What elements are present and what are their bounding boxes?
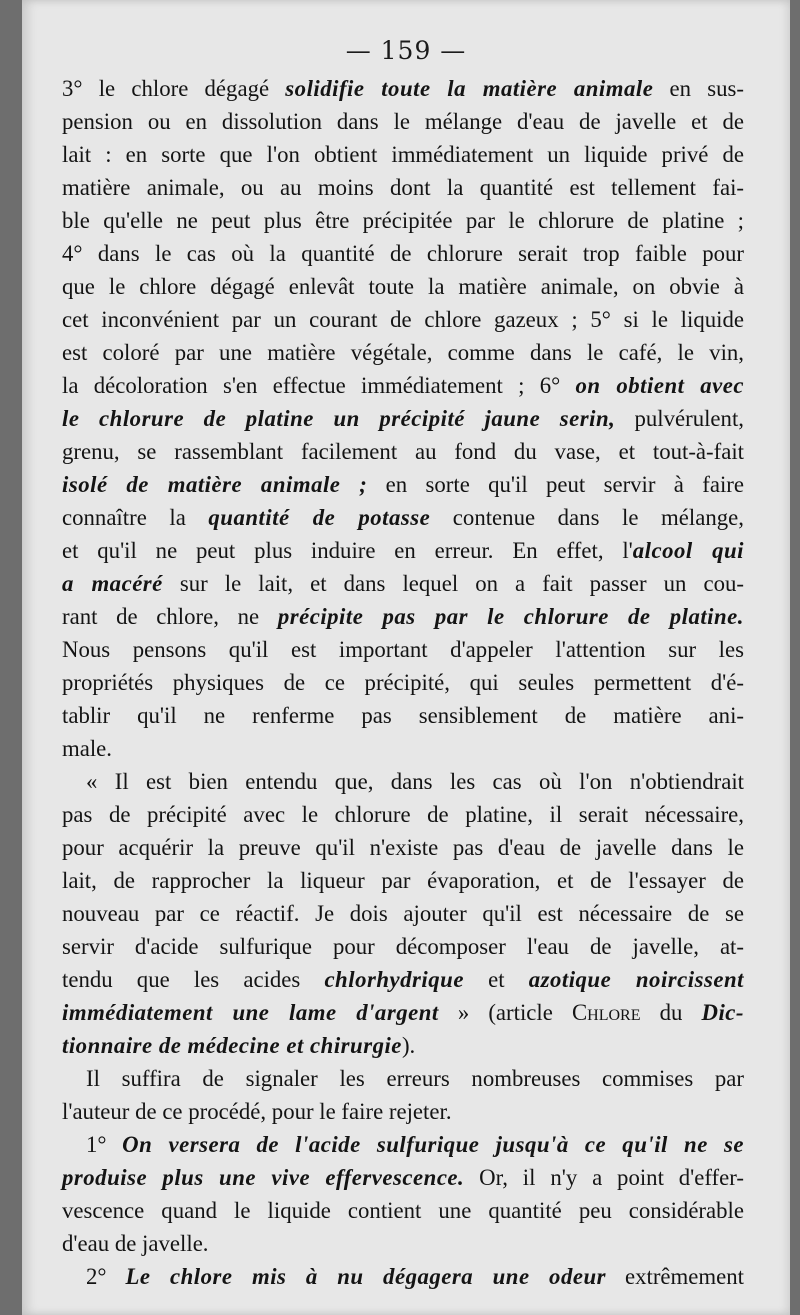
text-line xyxy=(62,864,744,897)
text-segment: pas de précipité avec le chlorure de platine, il serait nécessaire, xyxy=(62,802,744,827)
text-segment: contenue dans le mélange, xyxy=(430,505,744,530)
text-segment: connaître la xyxy=(62,505,209,530)
text-segment: en sorte qu'il peut servir à faire xyxy=(367,472,744,497)
italic-text: immédiatement une lame d'argent xyxy=(62,1000,439,1025)
italic-text: chlorhydrique xyxy=(324,967,464,992)
text-line xyxy=(62,1227,744,1260)
text-line xyxy=(62,171,744,204)
italic-text: azotique noircissent xyxy=(528,967,744,992)
text-line xyxy=(62,1029,744,1062)
text-segment: pour acquérir la preuve qu'il n'existe pas d'eau de javelle dans le xyxy=(62,835,744,860)
text-segment: lait, de rapprocher la liqueur par évaporation, et de l'essayer de xyxy=(62,868,744,893)
text-segment: propriétés physiques de ce précipité, qui seules permettent d'é- xyxy=(62,670,744,695)
text-segment: que le chlore dégagé enlevât toute la matière animale, on obvie à xyxy=(62,274,744,299)
smallcaps-text: Chlore xyxy=(571,1000,641,1025)
text-line xyxy=(62,369,744,402)
text-line xyxy=(62,765,744,798)
text-line xyxy=(62,468,744,501)
text-line xyxy=(62,666,744,699)
text-line xyxy=(62,996,744,1029)
text-segment: Or, il n'y a point d'effer- xyxy=(464,1165,744,1190)
italic-text: On versera de l'acide sulfurique jusqu'à ce qu'il ne se xyxy=(122,1132,744,1157)
text-segment: servir d'acide sulfurique pour décomposer l'eau de javelle, at- xyxy=(62,934,744,959)
text-line xyxy=(62,567,744,600)
italic-text: précipite pas par le chlorure de platine. xyxy=(277,604,745,629)
text-line xyxy=(62,1260,744,1293)
text-segment: Il suffira de signaler les erreurs nombreuses commises par xyxy=(86,1066,744,1091)
text-segment: cet inconvénient par un courant de chlore gazeux ; 5° si le liquide xyxy=(62,307,744,332)
italic-text: isolé de matière animale ; xyxy=(62,472,368,497)
text-line xyxy=(62,831,744,864)
text-line xyxy=(62,1095,744,1128)
italic-text: on obtient avec xyxy=(575,373,744,398)
text-line xyxy=(62,336,744,369)
text-segment: Nous pensons qu'il est important d'appeler l'attention sur les xyxy=(62,637,744,662)
italic-text: Dic- xyxy=(701,1000,744,1025)
text-line xyxy=(62,237,744,270)
text-segment: lait : en sorte que l'on obtient immédiatement un liquide privé de xyxy=(62,142,744,167)
text-line xyxy=(62,1194,744,1227)
text-segment: grenu, se rassemblant facilement au fond du vase, et tout-à-fait xyxy=(62,439,744,464)
body-text xyxy=(62,72,744,1293)
text-line xyxy=(62,435,744,468)
text-line xyxy=(62,1161,744,1194)
text-line xyxy=(62,963,744,996)
text-line xyxy=(62,1062,744,1095)
text-segment: la décoloration s'en effectue immédiatement ; 6° xyxy=(62,373,576,398)
italic-text: tionnaire de médecine et chirurgie xyxy=(62,1033,402,1058)
text-segment: 1° xyxy=(86,1132,123,1157)
text-segment: tablir qu'il ne renferme pas sensiblement de matière ani- xyxy=(62,703,744,728)
text-segment: et qu'il ne peut plus induire en erreur. En effet, l' xyxy=(62,538,633,563)
text-line xyxy=(62,633,744,666)
text-line xyxy=(62,72,744,105)
text-line xyxy=(62,732,744,765)
text-line xyxy=(62,501,744,534)
text-line xyxy=(62,930,744,963)
text-segment: nouveau par ce réactif. Je dois ajouter qu'il est nécessaire de se xyxy=(62,901,744,926)
italic-text: le chlorure de platine un précipité jaune serin, xyxy=(62,406,616,431)
text-segment: sur le lait, et dans lequel on a fait passer un cou- xyxy=(162,571,744,596)
text-segment: 3° le chlore dégagé xyxy=(62,76,286,101)
text-segment: l'auteur de ce procédé, pour le faire rejeter. xyxy=(62,1099,452,1124)
text-line xyxy=(62,699,744,732)
text-line xyxy=(62,402,744,435)
text-line xyxy=(62,798,744,831)
text-segment: ble qu'elle ne peut plus être précipitée par le chlorure de platine ; xyxy=(62,208,744,233)
text-segment: matière animale, ou au moins dont la quantité est tellement fai- xyxy=(62,175,744,200)
italic-text: Le chlore mis à nu dégagera une odeur xyxy=(125,1264,607,1289)
text-segment: 4° dans le cas où la quantité de chlorure serait trop faible pour xyxy=(62,241,744,266)
text-line xyxy=(62,897,744,930)
text-line xyxy=(62,303,744,336)
book-page xyxy=(22,0,790,1315)
text-line xyxy=(62,204,744,237)
italic-text: quantité de potasse xyxy=(208,505,431,530)
text-segment: ). xyxy=(401,1033,416,1058)
text-segment: vescence quand le liquide contient une quantité peu considérable xyxy=(62,1198,744,1223)
text-segment: et xyxy=(463,967,529,992)
text-line xyxy=(62,105,744,138)
text-segment: pension ou en dissolution dans le mélange d'eau de javelle et de xyxy=(62,109,744,134)
text-segment: du xyxy=(640,1000,702,1025)
text-line xyxy=(62,270,744,303)
text-line xyxy=(62,534,744,567)
text-segment: 2° xyxy=(86,1264,126,1289)
text-line xyxy=(62,138,744,171)
text-segment: male. xyxy=(62,736,113,761)
page-number: — 159 — xyxy=(345,36,467,65)
text-segment: « Il est bien entendu que, dans les cas où l'on n'obtiendrait xyxy=(86,769,744,794)
italic-text: solidifie toute la matière animale xyxy=(285,76,654,101)
italic-text: produise plus une vive effervescence. xyxy=(62,1165,465,1190)
text-line xyxy=(62,600,744,633)
text-segment: en sus- xyxy=(653,76,744,101)
italic-text: a macéré xyxy=(62,571,163,596)
text-segment: pulvérulent, xyxy=(615,406,744,431)
text-line xyxy=(62,1128,744,1161)
text-segment: » (article xyxy=(438,1000,572,1025)
italic-text: alcool qui xyxy=(632,538,744,563)
text-segment: tendu que les acides xyxy=(62,967,325,992)
text-segment: est coloré par une matière végétale, comme dans le café, le vin, xyxy=(62,340,744,365)
text-segment: d'eau de javelle. xyxy=(62,1231,209,1256)
text-segment: extrêmement xyxy=(606,1264,744,1289)
text-segment: rant de chlore, ne xyxy=(62,604,278,629)
